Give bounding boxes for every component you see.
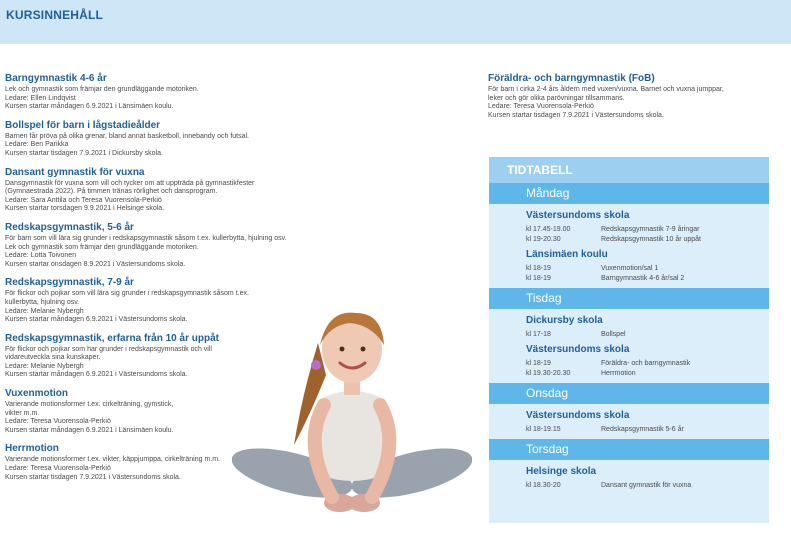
course-text: leker och gör olika parövningar tillsammans. <box>488 94 625 102</box>
schedule-row <box>526 425 769 435</box>
course-title: Redskapsgymnastik, 7-9 år <box>5 277 134 289</box>
schedule-time: kl 17.45-19.00 <box>526 226 571 233</box>
course-leader: Ledare: Teresa Vuorensola-Perkiö <box>5 465 111 473</box>
day-header-wednesday: Onsdag <box>489 383 769 404</box>
schedule-time: kl 17-18 <box>526 331 551 338</box>
day-header-thursday: Torsdag <box>489 439 769 460</box>
location-name: Dickursby skola <box>526 315 603 326</box>
schedule-activity: Redskapsgymnastik 5-6 år <box>601 426 684 433</box>
course-text: vikter m.m. <box>5 409 40 417</box>
schedule-row <box>526 481 769 491</box>
course-leader: Ledare: Melanie Nybergh <box>5 307 84 315</box>
day-block-tuesday <box>489 309 769 383</box>
schedule-time: kl 18.30-20 <box>526 482 561 489</box>
course-start: Kursen startar tisdagen 7.9.2021 i Västersundoms skola. <box>488 111 664 119</box>
course-item <box>5 120 315 159</box>
schedule-time: kl 18-19.15 <box>526 426 561 433</box>
course-start: Kursen startar onsdagen 8.9.2021 i Västersundoms skola. <box>5 260 186 268</box>
course-leader: Ledare: Teresa Vuorensola-Perkiö <box>488 103 594 111</box>
course-title: Barngymnastik 4-6 år <box>5 73 107 84</box>
course-leader: Ledare: Sara Anttila och Teresa Vuorensola-Perkiö <box>5 196 162 204</box>
schedule-activity: Bollspel <box>601 331 626 338</box>
schedule-activity: Dansant gymnastik för vuxna <box>601 482 692 489</box>
course-start: Kursen startar måndagen 6.9.2021 i Länsimäen koulu. <box>5 103 174 111</box>
girl-stretching-photo <box>232 305 472 535</box>
location-name: Västersundoms skola <box>526 344 630 355</box>
schedule-row <box>526 225 769 235</box>
course-text: Varierande motionsformer t.ex. vikter, käppjumppa, cirkelträning m.m. <box>5 456 221 464</box>
schedule-row <box>526 330 769 340</box>
schedule-time: kl 19-20.30 <box>526 236 561 243</box>
course-start: Kursen startar tisdagen 7.9.2021 i Dickursby skola. <box>5 149 163 157</box>
schedule-activity: Föräldra- och barngymnastik <box>601 360 691 367</box>
schedule-row <box>526 274 769 284</box>
course-leader: Ledare: Lotta Toivonen <box>5 252 77 260</box>
course-item <box>5 222 315 269</box>
course-start: Kursen startar tisdagen 7.9.2021 i Västersundoms skola. <box>5 473 181 481</box>
course-text: För barn i cirka 2-4 års åldern med vuxen/vuxna. Barnet och vuxna jumppar, <box>488 86 724 93</box>
course-leader: Ledare: Teresa Vuorensola-Perkiö <box>5 418 111 426</box>
schedule-activity: Vuxenmotion/sal 1 <box>601 265 659 272</box>
course-text: kullerbytta, hjulning osv. <box>5 298 80 306</box>
course-title: Redskapsgymnastik, 5-6 år <box>5 221 134 233</box>
course-text: För barn som vill lära sig grunder i redskapsgymnastik såsom t.ex. kullerbytta, hjulning osv. <box>5 234 287 242</box>
day-header-tuesday: Tisdag <box>489 288 769 309</box>
course-text: Barnen får pröva på olika grenar, bland annat basketboll, innebandy och futsal. <box>5 132 249 140</box>
course-item <box>5 73 315 112</box>
schedule-row <box>526 359 769 369</box>
location-name: Länsimäen koulu <box>526 249 608 260</box>
course-text: Lek och gymnastik som främjar den grundläggande motoriken. <box>5 243 199 251</box>
course-title: Bollspel för barn i lågstadieålder <box>5 119 161 131</box>
page-header <box>0 0 791 44</box>
schedule-time: kl 18-19 <box>526 275 551 282</box>
course-text: Lek och gymnastik som främjar den grundläggande motoriken. <box>5 86 199 93</box>
schedule-row <box>526 264 769 274</box>
schedule-time: kl 19.30-20.30 <box>526 370 571 377</box>
location-name: Västersundoms skola <box>526 410 630 421</box>
page-title: KURSINNEHÅLL <box>6 8 104 22</box>
course-leader: Ledare: Melanie Nybergh <box>5 362 84 370</box>
course-text: För flickor och pojkar som har grunder i redskapsgymnastik och vill <box>5 345 212 353</box>
schedule-time: kl 18-19 <box>526 265 551 272</box>
schedule-time: kl 18-19 <box>526 360 551 367</box>
course-text: Varierande motionsformer t.ex. cirkelträning, gymstick, <box>5 401 174 409</box>
course-start: Kursen startar måndagen 6.9.2021 i Länsimäen koulu. <box>5 426 174 434</box>
schedule-row <box>526 235 769 245</box>
location-name: Helsinge skola <box>526 466 597 477</box>
course-start: Kursen startar måndagen 6.9.2021 i Västersundoms skola. <box>5 371 188 379</box>
course-item-fob <box>488 73 778 120</box>
course-leader: Ledare: Ellen Lindqvist <box>5 94 76 102</box>
day-header-monday: Måndag <box>489 183 769 204</box>
day-block-monday <box>489 204 769 288</box>
course-title: Redskapsgymnastik, erfarna från 10 år uppåt <box>5 332 219 344</box>
course-text: (Gymnaestrada 2022). På timmen tränas rörlighet och dansprogram. <box>5 188 218 196</box>
course-text: vidareutveckla sina kunskaper. <box>5 354 101 362</box>
timetable <box>489 157 769 523</box>
course-title: Herrmotion <box>5 443 59 455</box>
course-start: Kursen startar måndagen 6.9.2021 i Västersundoms skola. <box>5 316 188 324</box>
day-block-thursday <box>489 460 769 495</box>
schedule-row <box>526 369 769 379</box>
schedule-activity: Barngymnastik 4-6 år/sal 2 <box>601 275 685 282</box>
location-name: Västersundoms skola <box>526 210 630 221</box>
day-block-wednesday <box>489 404 769 439</box>
timetable-title: TIDTABELL <box>489 157 769 183</box>
course-title: Vuxenmotion <box>5 388 68 400</box>
course-text: Dansgymnastik för vuxna som vill och tycker om att uppträda på gymnastikfester <box>5 179 255 187</box>
course-start: Kursen startar torsdagen 9.9.2021 i Helsinge skola. <box>5 205 165 213</box>
course-text: För flickor och pojkar som vill lära sig grunder i redskapsgymnastik såsom t.ex. <box>5 290 249 298</box>
course-item <box>5 167 315 214</box>
schedule-activity: Herrmotion <box>601 370 636 377</box>
schedule-activity: Redskapsgymnastik 10 år uppåt <box>601 236 701 243</box>
schedule-activity: Redskapsgymnastik 7-9 åringar <box>601 226 700 233</box>
course-leader: Ledare: Ben Parikka <box>5 141 69 149</box>
course-title: Föräldra- och barngymnastik (FoB) <box>488 73 655 84</box>
course-title: Dansant gymnastik för vuxna <box>5 166 145 178</box>
